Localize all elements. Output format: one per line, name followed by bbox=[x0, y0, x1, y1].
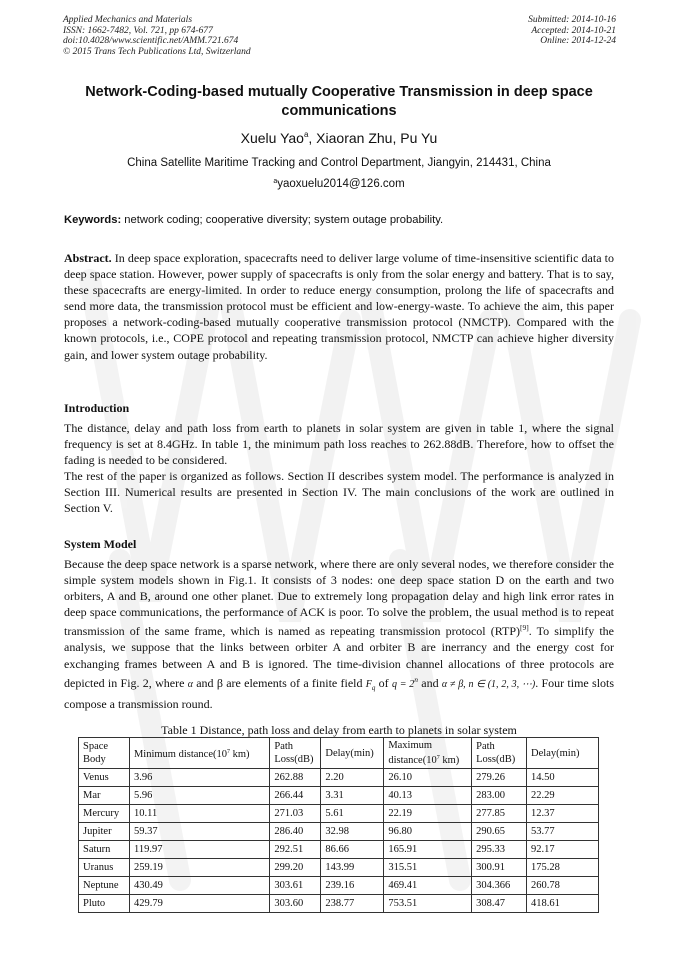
table-cell: 303.61 bbox=[270, 877, 321, 895]
table-cell: 300.91 bbox=[472, 859, 527, 877]
table-cell: Jupiter bbox=[79, 823, 130, 841]
table-cell: 277.85 bbox=[472, 805, 527, 823]
table-cell: Pluto bbox=[79, 895, 130, 913]
other-authors: , Xiaoran Zhu, Pu Yu bbox=[308, 130, 438, 146]
table-cell: 286.40 bbox=[270, 823, 321, 841]
table-cell: 59.37 bbox=[129, 823, 269, 841]
max-dist-unit: km) bbox=[439, 755, 460, 766]
beta-symbol: β bbox=[216, 675, 223, 690]
table-cell: 283.00 bbox=[472, 787, 527, 805]
table-cell: 86.66 bbox=[321, 841, 384, 859]
table-cell: 271.03 bbox=[270, 805, 321, 823]
dates-header bbox=[528, 15, 616, 47]
table-cell: 292.51 bbox=[270, 841, 321, 859]
min-dist-label: Minimum distance(10 bbox=[133, 748, 227, 760]
table-cell: 429.79 bbox=[129, 895, 269, 913]
col-header-min-distance bbox=[129, 738, 269, 769]
table-cell: 279.26 bbox=[472, 769, 527, 787]
table-row bbox=[79, 823, 599, 841]
paper-title: Network-Coding-based mutually Cooperative Transmission in deep space communications bbox=[85, 84, 593, 119]
condition-expression: α ≠ β, n ∈ (1, 2, 3, ⋯) bbox=[441, 678, 536, 690]
col-header-delay-2: Delay(min) bbox=[527, 738, 599, 769]
table-cell: 53.77 bbox=[527, 823, 599, 841]
table-cell: Neptune bbox=[79, 877, 130, 895]
col-header-path-loss-2: Path Loss(dB) bbox=[472, 738, 527, 769]
table-cell: 295.33 bbox=[472, 841, 527, 859]
q-base: q = 2 bbox=[391, 678, 415, 690]
introduction-paragraph-2: The rest of the paper is organized as follows. Section II describes system model. The performance is analyzed in Section III. Numerical results are presented in Section IV. The main conclusions of the work are outlined in Section V. bbox=[64, 469, 614, 516]
citation-ref: [9] bbox=[520, 623, 529, 633]
table-cell: 40.13 bbox=[384, 787, 472, 805]
table-cell: 303.60 bbox=[270, 895, 321, 913]
keywords bbox=[64, 214, 620, 226]
table-cell: Venus bbox=[79, 769, 130, 787]
min-dist-unit: km) bbox=[229, 748, 250, 760]
keywords-label: Keywords: bbox=[64, 214, 122, 226]
table-row bbox=[79, 769, 599, 787]
table-cell: 430.49 bbox=[129, 877, 269, 895]
table-cell: 418.61 bbox=[527, 895, 599, 913]
of-text: of bbox=[375, 675, 392, 690]
col-header-body: Space Body bbox=[79, 738, 130, 769]
finite-field-symbol bbox=[366, 679, 376, 690]
min-dist-exp: 7 bbox=[226, 748, 230, 755]
table-cell: 266.44 bbox=[270, 787, 321, 805]
q-exponent: n bbox=[414, 674, 419, 684]
table-cell: 92.17 bbox=[527, 841, 599, 859]
col-header-max-distance bbox=[384, 738, 472, 769]
table-cell: 308.47 bbox=[472, 895, 527, 913]
table-cell: Saturn bbox=[79, 841, 130, 859]
author-email: yaoxuelu2014@126.com bbox=[277, 178, 405, 190]
table-cell: 299.20 bbox=[270, 859, 321, 877]
table-cell: 12.37 bbox=[527, 805, 599, 823]
table-cell: 143.99 bbox=[321, 859, 384, 877]
field-letter: F bbox=[365, 678, 372, 690]
issn-volume: ISSN: 1662-7482, Vol. 721, pp 674-677 bbox=[63, 25, 213, 36]
keywords-text: network coding; cooperative diversity; system outage probability. bbox=[121, 214, 444, 226]
table-cell: 32.98 bbox=[321, 823, 384, 841]
introduction-heading: Introduction bbox=[64, 401, 130, 415]
q-expression bbox=[391, 674, 419, 690]
table-cell: Uranus bbox=[79, 859, 130, 877]
affiliation: China Satellite Maritime Tracking and Control Department, Jiangyin, 214431, China bbox=[127, 157, 551, 169]
table-row bbox=[79, 895, 599, 913]
table-cell: 3.31 bbox=[321, 787, 384, 805]
accepted-date: Accepted: 2014-10-21 bbox=[531, 25, 616, 36]
table-cell: 175.28 bbox=[527, 859, 599, 877]
table-cell: 5.61 bbox=[321, 805, 384, 823]
table-row bbox=[79, 841, 599, 859]
table-row bbox=[79, 787, 599, 805]
table-cell: 315.51 bbox=[384, 859, 472, 877]
col-header-delay: Delay(min) bbox=[321, 738, 384, 769]
table-cell: 96.80 bbox=[384, 823, 472, 841]
col-header-path-loss: Path Loss(dB) bbox=[270, 738, 321, 769]
table-cell: 14.50 bbox=[527, 769, 599, 787]
system-model-text-a: Because the deep space network is a sparse network, where there are only several nodes, we therefore consider the simple system models shown in Fig.1. It consists of 3 nodes: one deep space station D on the earth and two orbiters, A and B, around one other planet. Due to extremely long propagation delay and high link error rates in deep space communications, the performance of ACK is poor. To solve the problem, the usual method is to repeat transmission of the same frame, which is named as repeating transmission protocol (RTP) bbox=[64, 557, 614, 639]
table-cell: 262.88 bbox=[270, 769, 321, 787]
table-cell: 259.19 bbox=[129, 859, 269, 877]
table-cell: 290.65 bbox=[472, 823, 527, 841]
table-caption: Table 1 Distance, path loss and delay from earth to planets in solar system bbox=[161, 723, 517, 737]
abstract-label: Abstract. bbox=[64, 251, 112, 265]
table-cell: 22.29 bbox=[527, 787, 599, 805]
table-cell: 10.11 bbox=[129, 805, 269, 823]
introduction-paragraph-1: The distance, delay and path loss from earth to planets in solar system are given in table 1, where the signal frequency is set at 8.4GHz. In table 1, the minimum path loss reaches to 262.88dB. Therefore, how to offset the fading is needed to be considered. bbox=[64, 421, 614, 468]
alpha-symbol: α bbox=[187, 678, 193, 690]
table-cell: 119.97 bbox=[129, 841, 269, 859]
author-list bbox=[0, 130, 678, 146]
table-row bbox=[79, 877, 599, 895]
table-cell: 260.78 bbox=[527, 877, 599, 895]
planet-distance-table bbox=[78, 737, 599, 913]
system-model-heading: System Model bbox=[64, 537, 137, 551]
table-cell: Mercury bbox=[79, 805, 130, 823]
and-text-2: and bbox=[418, 675, 442, 690]
table-header-row bbox=[79, 738, 599, 769]
field-subscript: q bbox=[371, 683, 376, 692]
system-model-paragraph bbox=[64, 556, 614, 712]
author-email-line bbox=[0, 178, 678, 190]
email-affil-mark: a bbox=[273, 178, 278, 185]
table-cell: 2.20 bbox=[321, 769, 384, 787]
journal-header bbox=[63, 15, 251, 57]
submitted-date: Submitted: 2014-10-16 bbox=[528, 15, 616, 25]
system-model-text-b: . To simplify the analysis, we suppose that the links between orbiter A and orbiter B are inerrancy and the energy cost for exchanging frames between A and B is ignored. The time-division channel allocations of three protocols are depicted in Fig. 2, where bbox=[64, 624, 614, 690]
table-cell: 5.96 bbox=[129, 787, 269, 805]
table-cell: 26.10 bbox=[384, 769, 472, 787]
journal-name: Applied Mechanics and Materials bbox=[63, 15, 193, 25]
copyright: © 2015 Trans Tech Publications Ltd, Switzerland bbox=[63, 46, 251, 57]
system-model-text-d: . Four time slots compose a transmission round. bbox=[64, 675, 615, 711]
table-row bbox=[79, 859, 599, 877]
table-cell: 239.16 bbox=[321, 877, 384, 895]
table-cell: 753.51 bbox=[384, 895, 472, 913]
doi: doi:10.4028/www.scientific.net/AMM.721.674 bbox=[63, 36, 239, 47]
table-cell: 165.91 bbox=[384, 841, 472, 859]
abstract bbox=[64, 250, 614, 363]
first-author: Xuelu Yao bbox=[240, 130, 304, 146]
table-cell: Mar bbox=[79, 787, 130, 805]
table-cell: 469.41 bbox=[384, 877, 472, 895]
abstract-text: In deep space exploration, spacecrafts need to deliver large volume of time-insensitive scientific data to deep space station. However, power supply of spacecrafts is only from the solar energy and battery. That is to say, these spacecrafts are energy-limited. In order to reduce energy consumption, prolong the life of spacecrafts and send more data, the transmission protocol must be efficient and low-energy-waste. To achieve the aim, this paper proposes a network-coding-based mutually cooperative transmission protocol (NMCTP). Compared with the known protocols, i.e., COPE protocol and repeating transmission protocol, NMCTP can achieve higher diversity gain, and lower system outage probability. bbox=[64, 251, 614, 362]
table-cell: 304.366 bbox=[472, 877, 527, 895]
table-cell: 238.77 bbox=[321, 895, 384, 913]
table-row bbox=[79, 805, 599, 823]
table-cell: 3.96 bbox=[129, 769, 269, 787]
table-cell: 22.19 bbox=[384, 805, 472, 823]
author-affil-mark: a bbox=[303, 130, 309, 139]
online-date: Online: 2014-12-24 bbox=[540, 36, 616, 47]
system-model-text-c: are elements of a finite field bbox=[222, 675, 366, 690]
and-text-1: and bbox=[192, 675, 217, 690]
max-dist-label: Maximum distance(10 bbox=[388, 740, 437, 766]
max-dist-exp: 7 bbox=[436, 755, 440, 761]
